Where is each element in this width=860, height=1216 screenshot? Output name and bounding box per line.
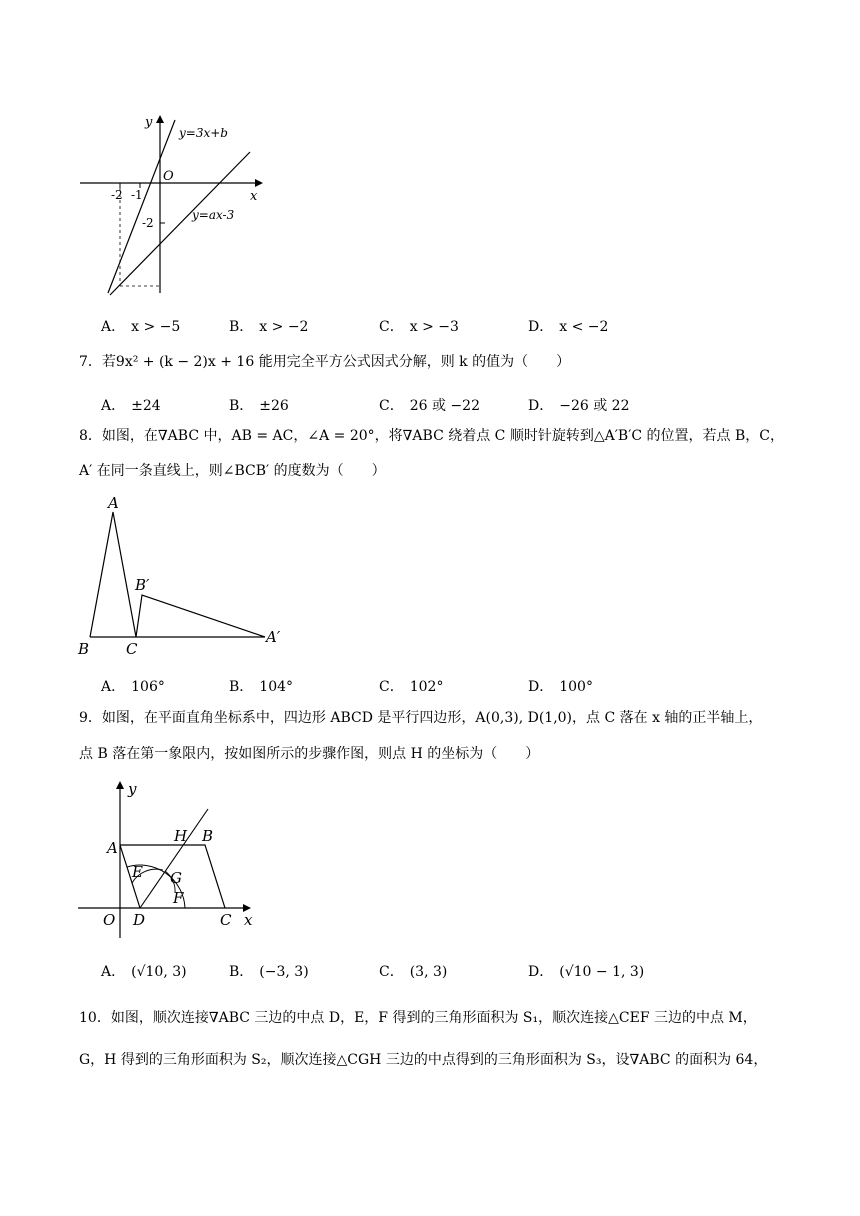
q8-option-a[interactable]: A． 106° [101,679,165,695]
q8-stem-line1: 8．如图，在∇ABC 中，AB = AC，∠A = 20°，将∇ABC 绕着点 C 顺时针旋转到△A′B′C 的位置，若点 B，C， [79,428,784,444]
q8-figure [75,492,290,662]
q6-option-b[interactable]: B． x > −2 [229,319,309,335]
q6-origin: O [163,169,174,184]
q8-triangles [90,512,265,637]
q9-label-o: O [103,911,116,929]
q9-label-x: x [244,911,253,929]
q8-label-b-prime: B′ [135,576,150,594]
q9-label-f: F [173,889,184,907]
q9-stem-line1: 9．如图，在平面直角坐标系中，四边形 ABCD 是平行四边形，A(0,3), D(1,0)，点 C 落在 x 轴的正半轴上， [79,710,763,726]
q9-label-h: H [174,827,188,845]
q6-tick-neg1: -1 [131,188,143,202]
q7-option-a[interactable]: A． ±24 [101,398,161,414]
q9-label-y: y [128,780,137,798]
q9-stem-line2: 点 B 落在第一象限内，按如图所示的步骤作图，则点 H 的坐标为（ ） [79,746,540,762]
q10-stem-line1: 10．如图，顺次连接∇ABC 三边的中点 D，E，F 得到的三角形面积为 S₁，顺次连接△CEF 三边的中点 M， [79,1010,757,1026]
q6-line2-label: y=ax-3 [192,208,235,222]
q7-option-b[interactable]: B． ±26 [229,398,289,414]
q8-label-a-prime: A′ [266,628,281,646]
q9-option-a[interactable]: A． (√10, 3) [101,964,187,980]
q9-option-c[interactable]: C． (3, 3) [379,964,448,980]
q6-line1 [108,120,175,293]
q6-ytick-neg2: -2 [142,216,154,230]
q6-tick-neg2: -2 [111,188,123,202]
q8-option-d[interactable]: D． 100° [528,679,593,695]
q8-label-a: A [108,494,119,512]
q6-option-c[interactable]: C． x > −3 [379,319,459,335]
q9-figure [75,775,275,945]
q8-option-c[interactable]: C． 102° [379,679,444,695]
q6-x-label: x [250,189,258,204]
q9-label-b: B [202,827,214,845]
q8-label-c: C [126,640,138,658]
q6-figure [75,110,275,300]
q6-option-a[interactable]: A． x > −5 [101,319,181,335]
q10-stem-line2: G，H 得到的三角形面积为 S₂，顺次连接△CGH 三边的中点得到的三角形面积为 S₃，设∇ABC 的面积为 64， [79,1052,768,1068]
q9-label-g: G [170,869,182,887]
q7-option-c[interactable]: C． 26 或 −22 [379,398,480,414]
q9-label-c: C [220,911,232,929]
q6-option-d[interactable]: D． x < −2 [528,319,609,335]
q6-y-label: y [145,115,153,130]
q6-line2 [110,152,250,295]
q9-label-a: A [107,839,118,857]
q6-line1-label: y=3x+b [179,126,228,140]
q9-label-d: D [133,911,146,929]
q9-option-d[interactable]: D． (√10 − 1, 3) [528,964,645,980]
q7-option-d[interactable]: D． −26 或 22 [528,398,630,414]
q9-option-b[interactable]: B． (−3, 3) [229,964,309,980]
q8-label-b: B [78,640,90,658]
q8-stem-line2: A′ 在同一条直线上，则∠BCB′ 的度数为（ ） [79,463,386,479]
q8-option-b[interactable]: B． 104° [229,679,294,695]
q9-label-e: E [132,863,143,881]
q7-stem: 7．若9x² + (k − 2)x + 16 能用完全平方公式因式分解，则 k 的值为（ ） [79,354,571,370]
